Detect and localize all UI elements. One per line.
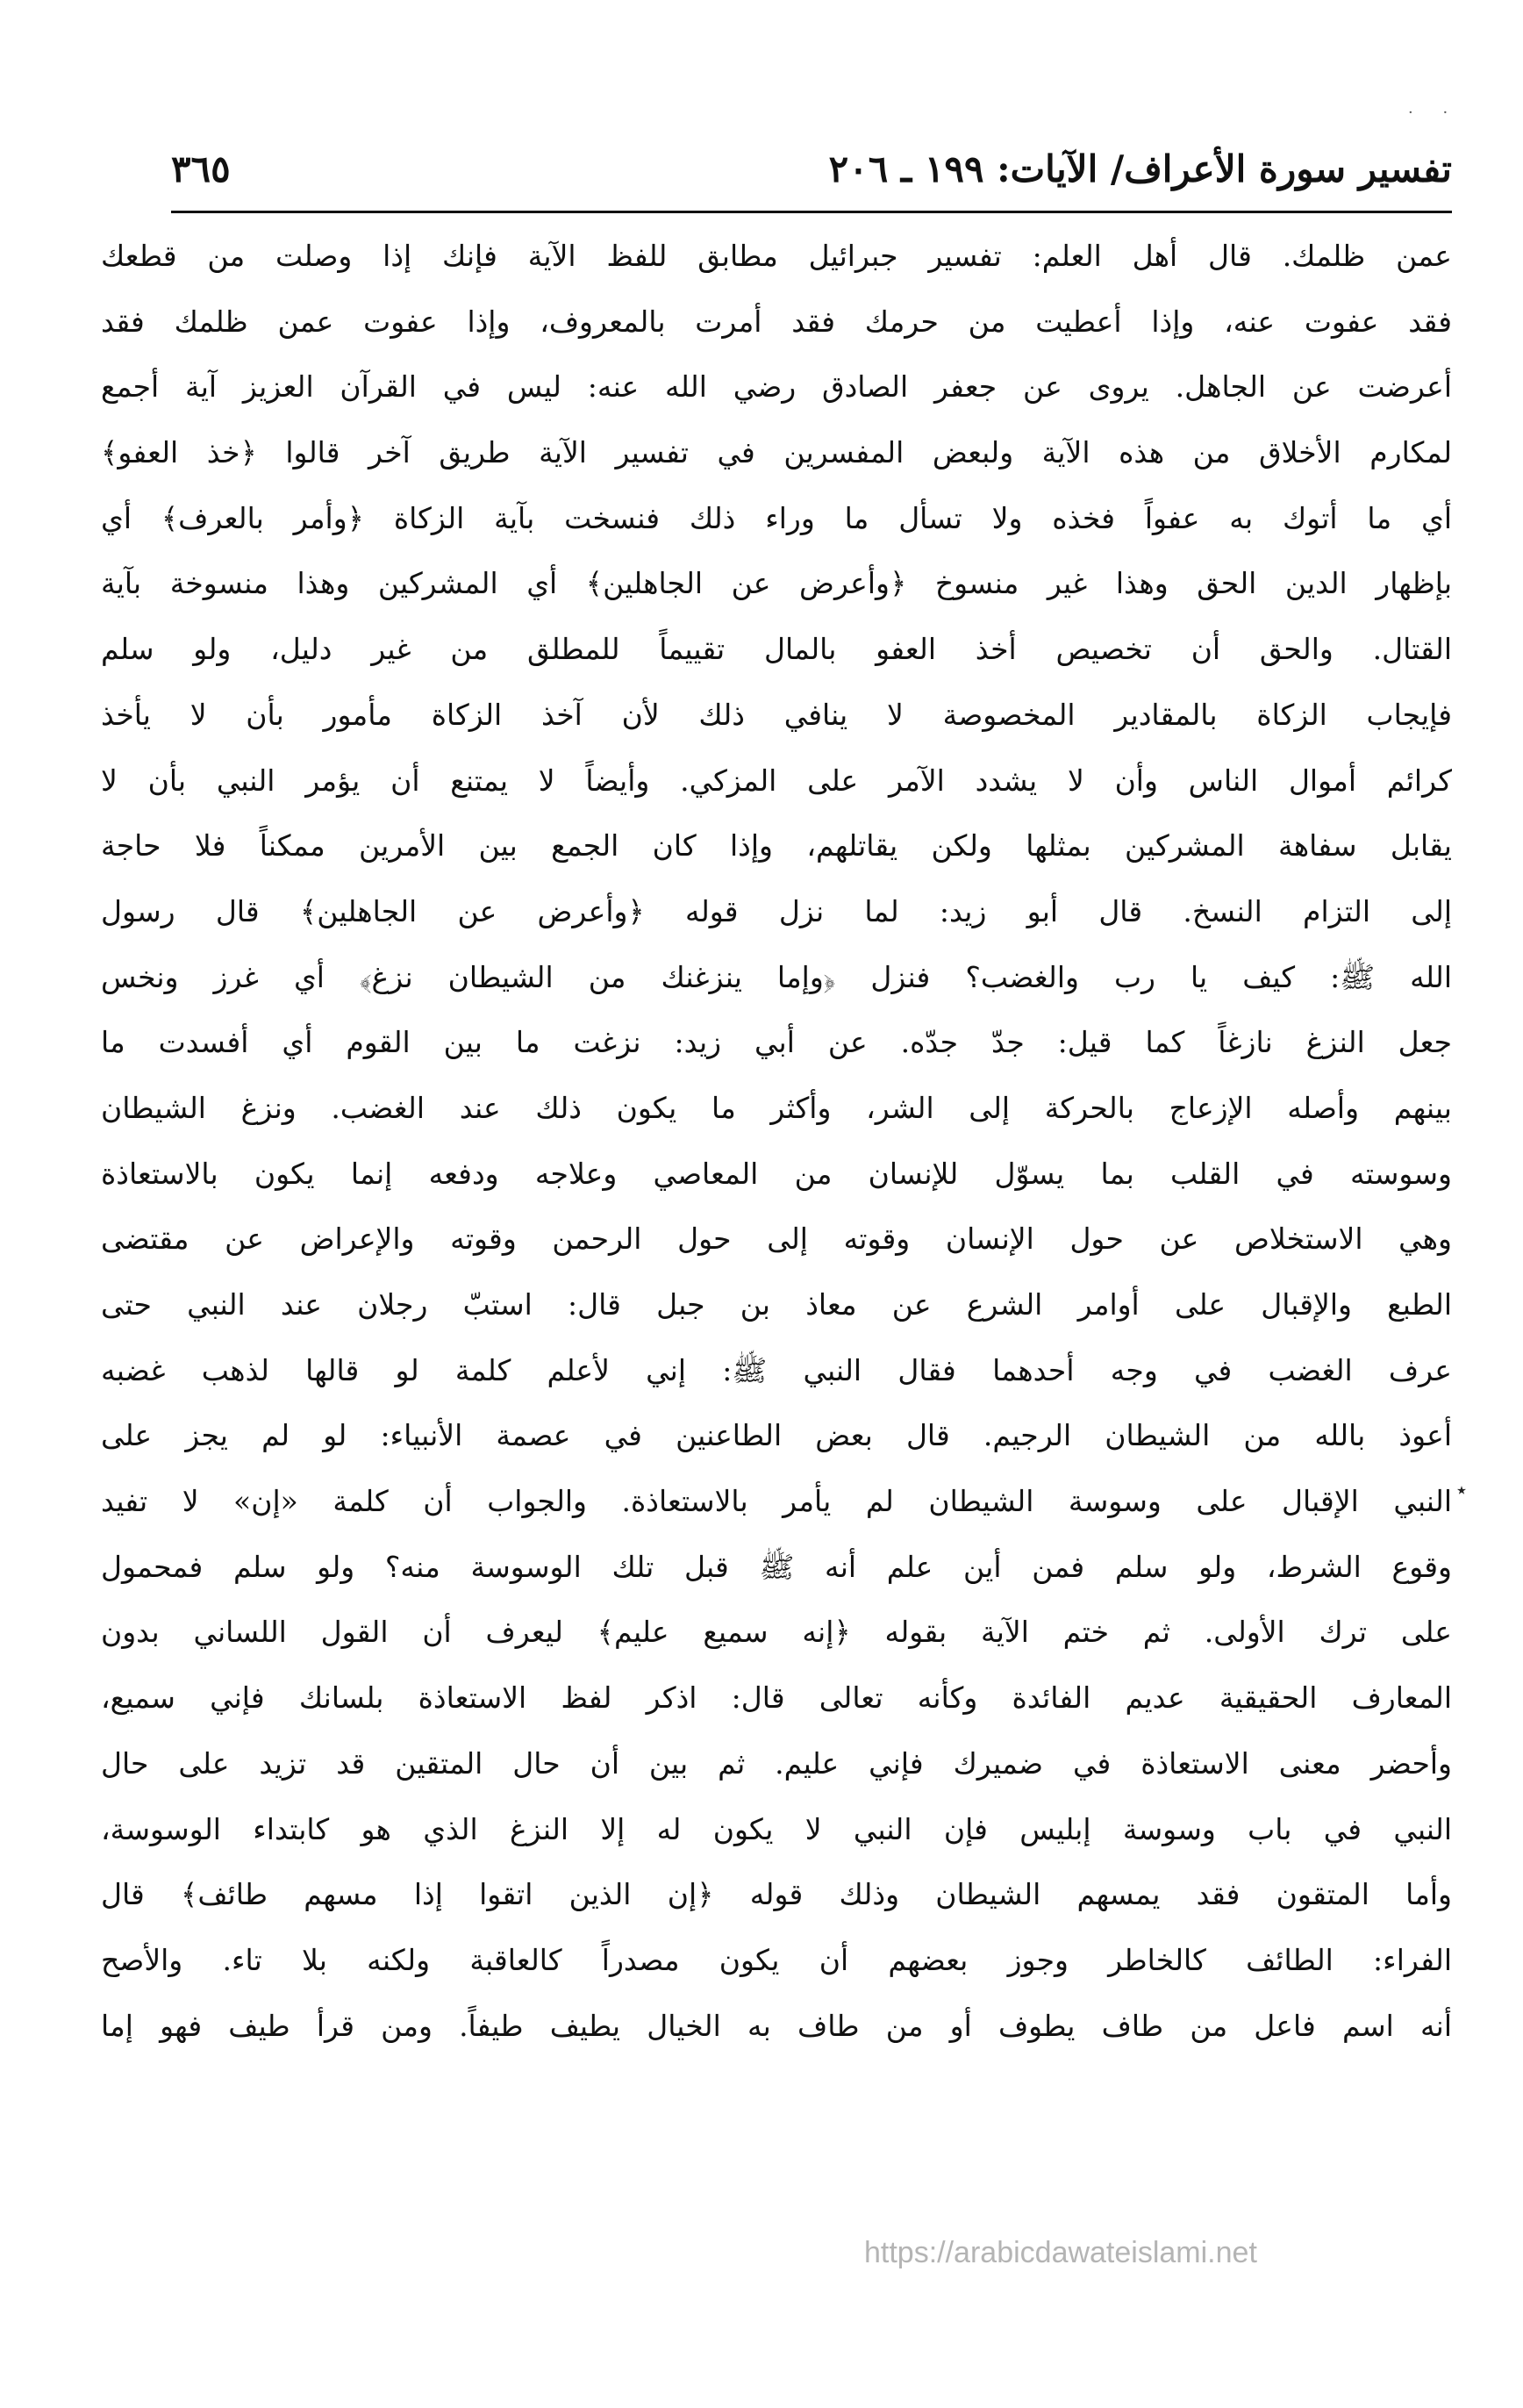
header-rule-divider (171, 211, 1452, 213)
watermark-url: https://arabicdawateislami.net (864, 2236, 1257, 2269)
text-line: أي ما أتوك به عفواً فخذه ولا تسأل ما وراء ذلك فنسخت بآية الزكاة ﴿وأمر بالعرف﴾ أي (101, 500, 1452, 535)
text-line: الطبع والإقبال على أوامر الشرع عن معاذ بن جبل قال: استبّ رجلان عند النبي حتى (101, 1287, 1452, 1322)
text-line: بإظهار الدين الحق وهذا غير منسوخ ﴿وأعرض عن الجاهلين﴾ أي المشركين وهذا منسوخة بآية (101, 566, 1452, 601)
text-line: أعرضت عن الجاهل. يروى عن جعفر الصادق رضي الله عنه: ليس في القرآن العزيز آية أجمع (101, 369, 1452, 405)
text-line: يقابل سفاهة المشركين بمثلها ولكن يقاتلهم، وإذا كان الجمع بين الأمرين ممكناً فلا حاجة (101, 828, 1452, 864)
text-line: عرف الغضب في وجه أحدهما فقال النبي ﷺ: إني لأعلم كلمة لو قالها لذهب غضبه (101, 1352, 1452, 1387)
text-line: النبي في باب وسوسة إبليس فإن النبي لا يكون له إلا النزغ الذي هو كابتداء الوسوسة، (101, 1811, 1452, 1846)
scan-specks-decoration: · · (1408, 104, 1461, 122)
text-line: الله ﷺ: كيف يا رب والغضب؟ فنزل ﴿وإما ينزغنك من الشيطان نزغ﴾ أي غرز ونخس (101, 959, 1452, 994)
text-line: وسوسته في القلب بما يسوّل للإنسان من المعاصي وعلاجه ودفعه إنما يكون بالاستعاذة (101, 1156, 1452, 1191)
text-line: وهي الاستخلاص عن حول الإنسان وقوته إلى حول الرحمن وقوته والإعراض عن مقتضى (101, 1222, 1452, 1257)
text-line: وأما المتقون فقد يمسهم الشيطان وذلك قوله ﴿إن الذين اتقوا إذا مسهم طائف﴾ قال (101, 1877, 1452, 1912)
text-line: وأحضر معنى الاستعاذة في ضميرك فإني عليم. ثم بين أن حال المتقين قد تزيد على حال (101, 1745, 1452, 1781)
text-line: بينهم وأصله الإزعاج بالحركة إلى الشر، وأكثر ما يكون ذلك عند الغضب. ونزغ الشيطان (101, 1090, 1452, 1125)
text-line: لمكارم الأخلاق من هذه الآية ولبعض المفسرين في تفسير الآية طريق آخر قالوا ﴿خذ العفو﴾ (101, 435, 1452, 470)
text-line: عمن ظلمك. قال أهل العلم: تفسير جبرائيل مطابق للفظ الآية فإنك إذا وصلت من قطعك (101, 239, 1452, 273)
text-line: النبي الإقبال على وسوسة الشيطان لم يأمر بالاستعاذة. والجواب أن كلمة «إن» لا تفيد (101, 1484, 1452, 1519)
text-line: جعل النزغ نازغاً كما قيل: جدّ جدّه. عن أبي زيد: نزغت ما بين القوم أي أفسدت ما (101, 1025, 1452, 1060)
body-text (101, 224, 1452, 2059)
margin-asterisk-mark: ٭ (1456, 1480, 1467, 1501)
text-line: أعوذ بالله من الشيطان الرجيم. قال بعض الطاعنين في عصمة الأنبياء: لو لم يجز على (101, 1418, 1452, 1453)
text-line: كرائم أموال الناس وأن لا يشدد الآمر على المزكي. وأيضاً لا يمتنع أن يؤمر النبي بأن لا (101, 763, 1452, 798)
page-header (171, 147, 1452, 209)
text-line: وقوع الشرط، ولو سلم فمن أين علم أنه ﷺ قبل تلك الوسوسة منه؟ ولو سلم فمحمول (101, 1549, 1452, 1584)
text-line: المعارف الحقيقية عديم الفائدة وكأنه تعالى قال: اذكر لفظ الاستعاذة بلسانك فإني سميع، (101, 1681, 1452, 1716)
text-line: فقد عفوت عنه، وإذا أعطيت من حرمك فقد أمرت بالمعروف، وإذا عفوت عمن ظلمك فقد (101, 304, 1452, 339)
text-line: القتال. والحق أن تخصيص أخذ العفو بالمال تقييماً للمطلق من غير دليل، ولو سلم (101, 632, 1452, 667)
text-line: على ترك الأولى. ثم ختم الآية بقوله ﴿إنه سميع عليم﴾ ليعرف أن القول اللساني بدون (101, 1615, 1452, 1650)
text-line: فإيجاب الزكاة بالمقادير المخصوصة لا ينافي ذلك لأن آخذ الزكاة مأمور بأن لا يأخذ (101, 697, 1452, 732)
running-title: تفسير سورة الأعراف/ الآيات: ١٩٩ ـ ٢٠٦ (828, 147, 1452, 190)
text-line: الفراء: الطائف كالخاطر وجوز بعضهم أن يكون مصدراً كالعاقبة ولكنه بلا تاء. والأصح (101, 1942, 1452, 1977)
text-line: إلى التزام النسخ. قال أبو زيد: لما نزل قوله ﴿وأعرض عن الجاهلين﴾ قال رسول (101, 893, 1452, 928)
text-line: أنه اسم فاعل من طاف يطوف أو من طاف به الخيال يطيف طيفاً. ومن قرأ طيف فهو إما (101, 2008, 1452, 2043)
page-number: ٣٦٥ (171, 147, 231, 190)
